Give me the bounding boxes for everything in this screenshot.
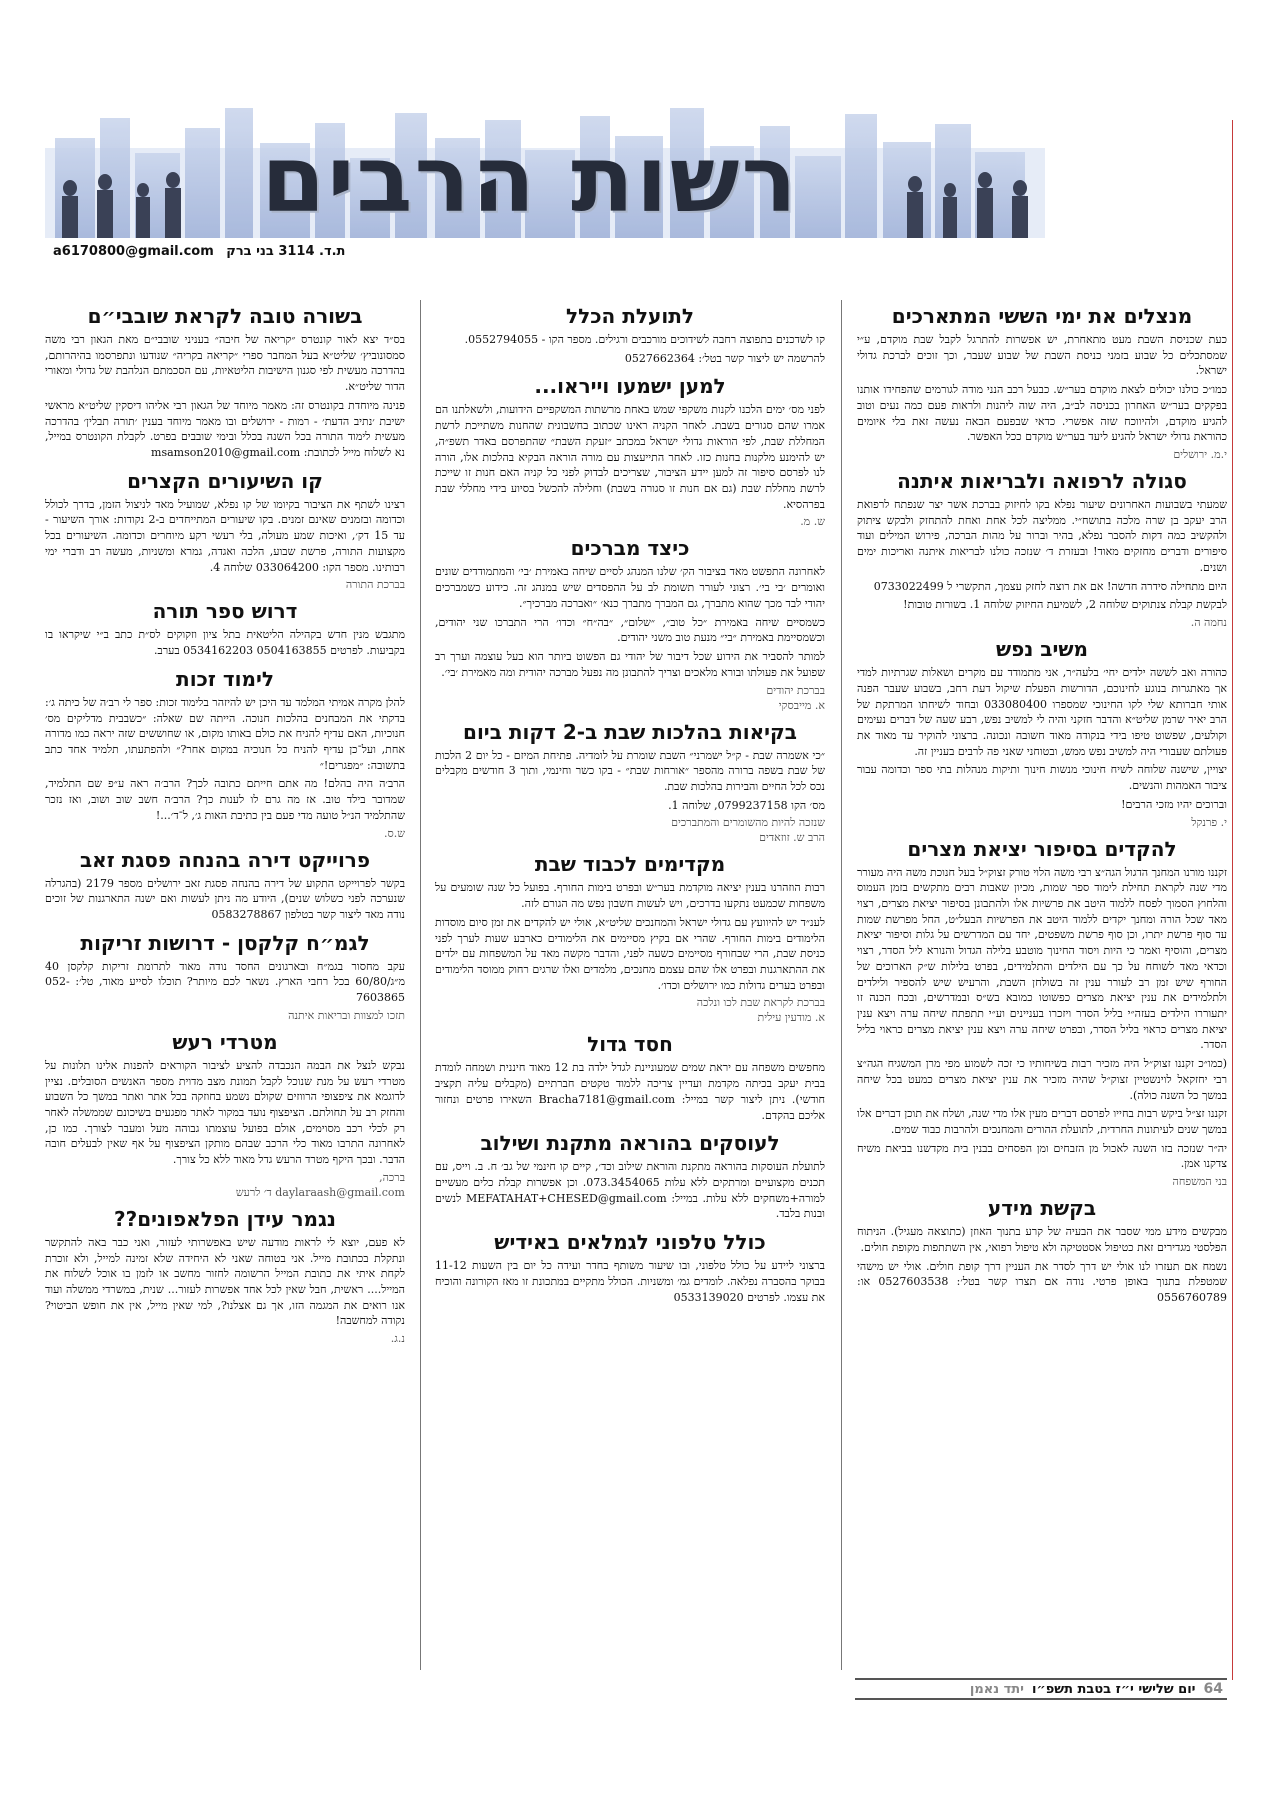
- article-title: מקדימים לכבוד שבת: [534, 852, 726, 877]
- article: [435, 1131, 825, 1222]
- article-paragraph: כשמסיים שיחה באמירת ״כל טוב״, ״שלום״, ״בה״ח״ וכדו׳ הרי התברכו שני יהודים, וכשמסיימת באמירת ״בי״ מנעת טוב משני יהודים.: [435, 615, 825, 645]
- article-paragraph: יה״ר שנזכה בזו השנה לאכול מן הזבחים ומן הפסחים בבנין בית מקדשנו בביאת משיח צדקנו אמן.: [857, 1141, 1227, 1171]
- masthead-title-box: [175, 126, 885, 234]
- article: [857, 1196, 1227, 1306]
- article-paragraph: להלן מקרה אמיתי המלמד עד היכן יש להיזהר בלימוד זכות: ספר לי רב׳ה של כיתה ג׳: בדקתי את המבחנים בהלכות חנוכה. הייתה שם שאלה: ״כשבבית מדליקים מס׳ חנוכיות, האם עדיף להניח את כולם באותו מקום, או שחוששים שזה יראה כמו מדורה אחת, ועל־כן עדיף להניח כל חנוכיה במקום אחר?״ ולהפתעתו, תלמיד אחד כתב בתשובה: ״מפגרים!״: [45, 695, 405, 772]
- publication-name: יתד נאמן: [969, 1681, 1025, 1697]
- article-paragraph: בס״ד יצא לאור קונטרס ״קריאה של חיבה״ בעניני שובבי״ם מאת הגאון רבי משה סמסונוביץ׳ שליט״א בעל המחבר ספרי ״קריאה בקריה״ שנודעו ונתפרסמו בהיהרותם, בהדרכה מעשית לפי סגנון הישיבות הליטאיות, עם הסכמתם הנלהבת של גדולי ומאורי הדור שליט״א.: [45, 333, 405, 394]
- article-signature: א. מודעין עילית: [757, 1011, 825, 1025]
- article-title: משיב נפש: [995, 637, 1089, 662]
- issue-date: יום שלישי י״ז בטבת תשפ״ו: [1032, 1681, 1196, 1697]
- article: [857, 469, 1227, 629]
- article-paragraph: מס׳ הקו 0799237158, שלוחה 1.: [668, 798, 825, 812]
- article-signature: שנזכה להיות מהשומרים והמתברכים: [671, 816, 825, 830]
- article-signature: בני המשפחה: [1172, 1175, 1227, 1189]
- article-signature: בברכת התורה: [345, 578, 405, 592]
- article-paragraph: הרב׳ה היה בהלם! מה אתם חייתם כתובה לכך? הרב׳ה ראה ע״פ שם התלמיד, שמדובר בילד טוב. אז מה גרם לו לענות כך? הרב׳ה חשב שוב ושוב, ואז נזכר שהתלמיד הנ״ל טועה מדי פעם בין כתיבת האות ג׳, ל־ד׳...!: [45, 777, 405, 822]
- article-paragraph: לא פעם, יוצא לי לראות מודעה שיש באפשרותי לעזור, ואני כבר באה להתקשר ונתקלת בכתובת מייל. אני בטוחה שאני לא היחידה שלא זמינה למייל, ולא זוכרת לקחת איתי את כתובת המייל הרשומה לחזור מחשב או לזמן בו אוכל לשלוח את המייל.... ראשית, חבל שאין לכל אחד אפשרות לעזור... שנית, במשרדי ממשלה ועוד אנו רואים את המגמה הזו, אך גם אצלנו?, למי שאין מייל, אין את חופש הביטוי? נקודה למחשבה!: [45, 1235, 405, 1328]
- masthead: [45, 108, 1045, 238]
- article-signature: נ.ג.: [390, 1332, 405, 1346]
- article-paragraph: נבקש לנצל את הבמה הנכבדה להציע לציבור הקוראים להפנות אלינו תלונות על מטרדי רעש על מנת שנוכל לקבל תמונת מצב מדוית מספר האנשים הסובלים. נציין לדוגמא את ציפצופי הרווזים שקולם נשמע בחוזקה בכל אתר ואתר במשך כל השבוע והחזק רב על תחולתם. הציפצוף נועד במקור לאתר מפגעים בשיכונם שממשלה לאחר רק לכלי רכב מסוימים, אולם בפועל עוצמתו גבוהה מעל ומעבר לצורך. כמו כן, לאחרונה התרבו מאוד כלי הרכב שבהם מותקן הציפצוף על אף שאין לבעלים חובה הדבר. ובכך היקף מטרד הרעש גדל מאוד ללא כל צורך.: [45, 1058, 405, 1167]
- article: [435, 1032, 825, 1123]
- article-paragraph: שמעתי בשבועות האחרונים שיעור נפלא בקו לחיזוק בברכת אשר יצר שנפתח לרפואת הרב יעקב בן שרה מלכה בתושח״י. ממליצה לכל אחת ואחת להתחזק ולבקש ציתוק ולהקשיב כמה דקות להסבר נפלא, בהיר וברור על מהות הברכה, פירוש המילים ועוד סיפורים ודברים מחזקים מאוד! ובעזרת ד׳ שנזכה כולנו לבריאות איתנה ואריכות ימים ושנים.: [857, 498, 1227, 574]
- article-signature: נחמה ה.: [1190, 616, 1227, 630]
- article-title: בקיאות בהלכות שבת ב-2 דקות ביום: [463, 719, 797, 744]
- article: [45, 1207, 405, 1345]
- article: [45, 848, 405, 923]
- column-middle: [435, 300, 825, 1660]
- article-signature: ש. מ.: [800, 515, 825, 529]
- column-right: [857, 300, 1227, 1660]
- article-paragraph: מבקשים מידע ממי שסבר את הבעיה של קרע בתנוך האוזן (כתוצאה מעגיל). הניתוח הפלסטי מגדירים זאת כטיפול אסטטיקה ולא טיפול רפואי, אין השתתפות מקופת חולים.: [857, 1225, 1227, 1254]
- article-paragraph: רצינו לשתף את הציבור בקיומו של קו נפלא, שמועיל מאד לניצול הזמן, בדרך לכולל וכדומה ובזמנים שאינם זמנים. בקו שיעורים המתייחדים ב-2 נקודות: אורך השיעור - עד 15 דק׳, ואיכות שמע מעולה, בלי רעשי רקע מיוחרים וכדומה. השיעורים בכל מקצועות התורה, פרשת שבוע, הלכה ואגדה, גמרא ומשניות, מעשה רב ודברי ימי רבותינו. מספר הקו: 033064200 שלוחה 4.: [45, 497, 405, 574]
- article-paragraph: פנינה מיוחדת בקונטרס זה: מאמר מיוחד של הגאון רבי אליהו דיסקין שליט״א מראשי ישיבת ׳נתיב הדעת׳ - רמות - ירושלים ובו מאמר מיוחד בענין ׳תורה תבלין׳ בהדרכה מעשית לימוד התורה בכל השנה בכלל ובימי שובבים בפרט. לקבלת הקונטרס במייל, נא לשלוח מייל לכתובת: msamson2010@gmail.com: [45, 398, 405, 460]
- contact-address: ת.ד. 3114 בני ברק: [226, 244, 346, 259]
- page-footer: [855, 1678, 1227, 1700]
- article-paragraph: (כמו״כ זקננו זצוק״ל היה מזכיר רבות בשיחותיו כי זכה לשמוע מפי מרן המשגיח הגה״צ רבי יחזקאל לוינשטיין זצוק״ל שהיה מזכיר את ענין יציאת מצרים כמעט בכל שיחה במשך כל השנה כולה).: [857, 1057, 1227, 1102]
- article-paragraph: למותר להסביר את הידוע שכל דיבור של יהודי גם הפשוט ביותר הוא בעל עוצמה וערך רב שפועל את פעולתו ובורא מלאכים וצריך להתבונן מה נפעל מברכה יהודית ומה מאמירת ׳בי׳.: [435, 650, 825, 679]
- article-paragraph: ״כי אשמרה שבת - ק״ל ישמרני״ השבת שומרת על לומדיה. פתיחת המיזם - כל יום 2 הלכות של שבת בשפה ברורה מהספר ״אורחות שבת״ - בקו כשר וחינמי, ותוך 3 חודשים מקבלים נכס לכל החיים והבירות בהלכות שבת.: [435, 748, 825, 793]
- article-paragraph: מתגבש מנין חדש בקהילה הליטאית בתל ציון וזקוקים לס״ת כתב ב״י שיקראו בו בקביעות. לפרטים 0504163855 0534162203 בערב.: [45, 628, 405, 658]
- article: [45, 599, 405, 658]
- article: [435, 374, 825, 528]
- article: [857, 304, 1227, 461]
- contact-email[interactable]: a6170800@gmail.com: [53, 244, 214, 259]
- article-title: דרוש ספר תורה: [152, 599, 298, 624]
- article-paragraph: יצויין, שישנה שלוחה לשיח חינוכי מנשות חינוך ותיקות מנהלות בתי ספר וכדומה עבור ציבור האמהות והנשים.: [857, 763, 1227, 793]
- masthead-contact: [45, 244, 345, 259]
- article: [857, 637, 1227, 828]
- article-signature: א. מייבסקי: [778, 698, 825, 712]
- article-paragraph: כמו״כ כולנו יכולים לצאת מוקדם בער״ש. כבעל רכב הנני מודה לגורמים שהפחידו אותנו בפקקים בער״ש האחרון בכניסה לב״ב, היה שוה ליהנות ולראות פעם כמה נעים וטוב להגיע מוקדם, ולהיווכח שזה אפשרי. כדאי שבפעם הבאה נעשה זאת בלי איומים כהוראת גדולי ישראל להגיע ליעד בער״ש מוקדם ככל האפשר.: [857, 383, 1227, 444]
- article-title: בקשת מידע: [987, 1196, 1097, 1221]
- column-left: [45, 300, 405, 1660]
- article-paragraph: כהורה ואב לששה ילדים יחי׳ בלעה״ר, אני מתמודד עם מקרים ושאלות שגרתיות למדי אך מאתגרות בנוגע לחינוכם, הדורשות הפעלת שיקול דעת רחב, בשבוע שעבר הפנה אותי חברותא שלי לקו החינוכי שמספרו 033080400 ובחוד לשיחתו המרתקת של הרב יאיר שרמן שליט״א והדבר חזקני והיה לי למשיב נפש, רבע שעה של דברים נעימים וקולעים, שפשוט טיפו בידי בנקודה מאוד חשובה ונכונה. ברצוני להוקיר עד מאוד את פעולתם שעבורי היה למשיב נפש ממש, ובטוחני שאני פה לרבים בעניין זה.: [857, 666, 1227, 758]
- article-title: לתועלת הכלל: [566, 304, 694, 328]
- article-title: קו השיעורים הקצרים: [127, 468, 323, 493]
- article-signature: בברכת לקראת שבת לכו ונלכה: [696, 996, 825, 1010]
- article-title: סגולה לרפואה ולבריאות איתנה: [897, 469, 1187, 494]
- article-paragraph: לענ״ד יש להיוועץ עם גדולי ישראל והמחנכים שליט״א, אולי יש להקדים את זמן סיום מוסדות הלימודים בימות החורף. שהרי אם בקיץ מסיימים את הלימודים כארבע שעות לערך לפני כניסת שבת, הרי שבחורף מסיימים כשעה לפני, והדבר מקשה מאד על המשפחות עם ילדים את ההתארגנות ובפרט אלו שהם עצמם מחנכים, מלמדים ואלו שרגים רחוק ממוסד הלימודים ובפרט בערים גדולות כמו ירושלים וכדו׳.: [435, 915, 825, 992]
- article-paragraph: להרשמה יש ליצור קשר בטל׳: 0527662364: [624, 351, 825, 365]
- article: [45, 667, 405, 840]
- article-paragraph: עקב מחסור בגמ״ח ובארגונים החסד נודה מאוד לתרומת זריקות קלקסן 40 מ״ג/60/80 בכל רחבי הארץ. נשאר לכם מיותר? תוכלו לסייע מאוד, טל׳: 052-7603865: [45, 959, 405, 1005]
- article-paragraph: לפני מס׳ ימים הלכנו לקנות משקפי שמש באחת מרשתות המשקפיים הידועות, ולשאלתנו הם אמרו שהם סגורים בשבת. לאחר הקניה ראינו שכתוב בחשבונית שהחנות משתייכת לרשת המחללת שבת, לפי הוראות גדולי ישראל במכתב ״זעקת השבת״ שהתפרסם באדר תשפ״ה, יש להימנע מלקנות בחנות כזו. לאחר התייעצות עם מורה הוראה הבקיא בהלכות אלו, הורה לנו לפרסם סיפור זה למען יידע הציבור, שצריכים לבדוק לפני כל קניה האם חנות זו שייכת לרשת מחללת שבת (גם אם חנות זו סגורה בשבת) וחלילה להכשל בסיוע בידי מחללי שבת בפרהסיא.: [435, 403, 825, 511]
- article-paragraph: קו לשדכנים בתפוצה רחבה לשידוכים מורכבים ורגילים. מספר הקו - 0552794055.: [464, 333, 825, 346]
- article-title: לגמ״ח קלקסן - דרושות זריקות: [80, 930, 370, 955]
- page-margin-rule: [1232, 120, 1233, 1680]
- article-title: חסד גדול: [587, 1032, 673, 1057]
- article-paragraph: לאחרונה התפשט מאד בציבור הק׳ שלנו המנהג לסיים שיחה באמירת ׳בי׳ והמתמודדים שונים ואומרים ׳בי בי׳. רצוני לעורר תשומת לב על ההפסדים שיש במנהג זה. כידוע כשמברכים יהודי לבד מכך שהוא מתברך, גם המברך מתברך כנא׳ ״ואברכה מברכיך״.: [435, 565, 825, 610]
- article-paragraph: מחפשים משפחה עם יראת שמים שמעוניינת לגדל ילדה בת 12 מאוד חיננית ושמחה לומדת בבית יעקב בכיתה מקדמת ועדיין צריכה ללמוד טקטים חברתיים (מקבלים עליה תקציב חודשי). ניתן ליצור קשר במייל: Bracha7181@gmail.com השאירו פרטים ונחזור אליכם בהקדם.: [435, 1061, 825, 1122]
- column-separator: [420, 300, 421, 1670]
- article-paragraph: זקננו מורנו המחנך הדגול הגה״צ רבי משה הלוי טורק זצוק״ל בעל חנוכת משה היה מעורר מדי שנה לקראת תחילת לימוד ספר שמות, מכיון שאבות רבים מתקשים בזמן העמוס והלחוץ הסמוך לפסח ללמוד היטב את פרשיות אלו ולהתבונן בסיפור יציאת מצרים, רצוי מאד שכל הורה ומחנך יקדים ללמוד היטב את הפרשיות הבעל״ט, החל מפרשת שמות עד סוף פרשת יתרו, וכן סוף פרשת משפטים, יחד עם המדרשים על גלות וסיפור יציאת מצרים, והוסיף ואמר כי היות ויסוד החינוך מוטבע בלילה הגדול והנורא ליל הסדר, רצוי וכדאי מאד לשוחח על כך עם הילדים והתלמידים, בפרט בלילות ש״ק הארוכים של החורף שיש זמן רב לעורר ענין זה בשולחן השבת, והרעיש שיש להספיר ולילדים ולתלמידים את ענין יציאת מצרים כפשוטו כמובא בש״ס ובמדרשים, ובכח הכנה זו יתעוררו הילדים בעזה״י בליל הסדר ויזכרו בעניינים וע״י תתפתח שיחה ערה ויצא ענין יציאת מצרים כראוי בליל הסדר, ובפרט שיחה ערה ויצא ענין יציאת מצרים כראוי בליל הסדר.: [857, 865, 1227, 1052]
- article-signature: הרב ש. זוזאדים: [759, 831, 825, 845]
- article: [435, 304, 825, 366]
- article-title: מנצלים את ימי הששי המתארכים: [891, 304, 1193, 328]
- article-title: מטרדי רעש: [172, 1029, 278, 1054]
- article-signature: ש.ס.: [383, 826, 405, 840]
- article: [435, 852, 825, 1024]
- masthead-title: רשות הרבים: [261, 126, 799, 233]
- article-paragraph: לבקשת קבלת צנתוקים שלוחה 2, לשמיעת החיזוק שלוחה 1. בשורות טובות!: [903, 598, 1227, 612]
- article: [45, 304, 405, 461]
- article: [45, 1030, 405, 1199]
- article-paragraph: בקשר לפרוייקט התקוע של דירה בהנחה פסגת זאב ירושלים מספר 2179 (בהגרלה שנערכה לפני כשלוש שנים), היודע מה ניתן לעשות ואם ישנה התארגנות של זוכים נודה מאד ליצור קשר בטלפון 0583278867: [45, 876, 405, 921]
- article-signature: י.מ. ירושלים: [1173, 448, 1227, 462]
- article-paragraph: ברצוני ליידע על כולל טלפוני, ובו שיעור משותף בחדר ועידה כל יום בין השעות 11-12 בבוקר בהסברה נפלאה. לומדים גמ׳ ומשניות. הכולל מתקיים במתכונת זו מאז הקורונה והוכיח את עצמו. לפרטים 0533139020: [435, 1259, 825, 1304]
- article-title: למען ישמעו וייראו...: [534, 374, 726, 399]
- column-separator: [841, 300, 842, 1670]
- article-title: לימוד זכות: [176, 666, 274, 691]
- article-paragraph: רבות הוזהרנו בענין יציאה מוקדמת בער״ש ובפרט בימות החורף. בפועל כל שנה שומעים על משפחות שכמעט נתקעו בדרכים, ויש לעשות חשבון נפש מה הגורם לזה.: [435, 881, 825, 911]
- article-title: נגמר עידן הפלאפונים??: [114, 1206, 336, 1231]
- article-signature: daylaraash@gmail.com ד׳ לרעש: [235, 1185, 405, 1199]
- article: [45, 469, 405, 592]
- article: [435, 720, 825, 845]
- article-paragraph: נשמח אם תעזרו לנו אולי יש דרך לסדר את העניין דרך קופת חולים. אולי יש מישהי שמטפלת בתנוך באופן פרטי. נודה אם תצרו קשר בטל׳: 0527603538 או: 0556760789: [857, 1259, 1227, 1305]
- article-paragraph: כעת שכניסת השבת מעט מתאחרת, יש אפשרות להתרגל לקבל שבת מוקדם, ע״י שמסתכלים כל שבוע בזמני כניסת השבת של שבוע שעבר, וכך זוכים לברכת גדולי ישראל.: [857, 333, 1227, 378]
- article-signature: בברכת יהודים: [766, 683, 825, 697]
- article-signature: ברכה,: [379, 1170, 405, 1184]
- article-paragraph: וברוכים יהיו מזכי הרבים!: [1121, 797, 1227, 811]
- article-paragraph: היום מתחילה סידרה חדשה! אם את רוצה לחזק עצמך, התקשרי ל 0733022499: [873, 579, 1227, 593]
- article-title: כולל טלפוני לגמלאים באידיש: [494, 1230, 766, 1255]
- article-title: להקדים בסיפור יציאת מצרים: [907, 836, 1177, 861]
- article: [857, 837, 1227, 1189]
- article-title: לעוסקים בהוראה מתקנת ושילוב: [480, 1131, 780, 1156]
- article-title: כיצד מברכים: [570, 536, 690, 561]
- article: [435, 1230, 825, 1305]
- article-signature: י. פרנקל: [1191, 815, 1227, 829]
- page-number: 64: [1203, 1681, 1223, 1697]
- article: [45, 931, 405, 1022]
- article-signature: תזכו למצוות ובריאות איתנה: [288, 1008, 405, 1022]
- article-paragraph: זקננו זצ״ל ביקש רבות בחייו לפרסם דברים מעין אלו מדי שנה, ושלח את תוכן דברים אלו במשך שנים לעיתונות החרדית, לתועלת ההורים והמחנכים ולהרבות כבוד שמים.: [857, 1107, 1227, 1137]
- article-title: בשורה טובה לקראת שובבי״ם: [87, 304, 363, 328]
- article-title: פרוייקט דירה בהנחה פסגת זאב: [79, 847, 371, 872]
- article-paragraph: לתועלת העוסקות בהוראה מתקנת והוראת שילוב וכד׳, קיים קו חינמי של גב׳ ח. ב. וייס, עם תכנים מקצועיים ומרתקים ללא עלות 073.3454065. וכן אפשרות קבלת כלים מעשיים למורה+משחקים ללא עלות. במייל: MEFATAHAT+CHESED@gmail.com לנשים ובנות בלבד.: [435, 1160, 825, 1221]
- article: [435, 536, 825, 711]
